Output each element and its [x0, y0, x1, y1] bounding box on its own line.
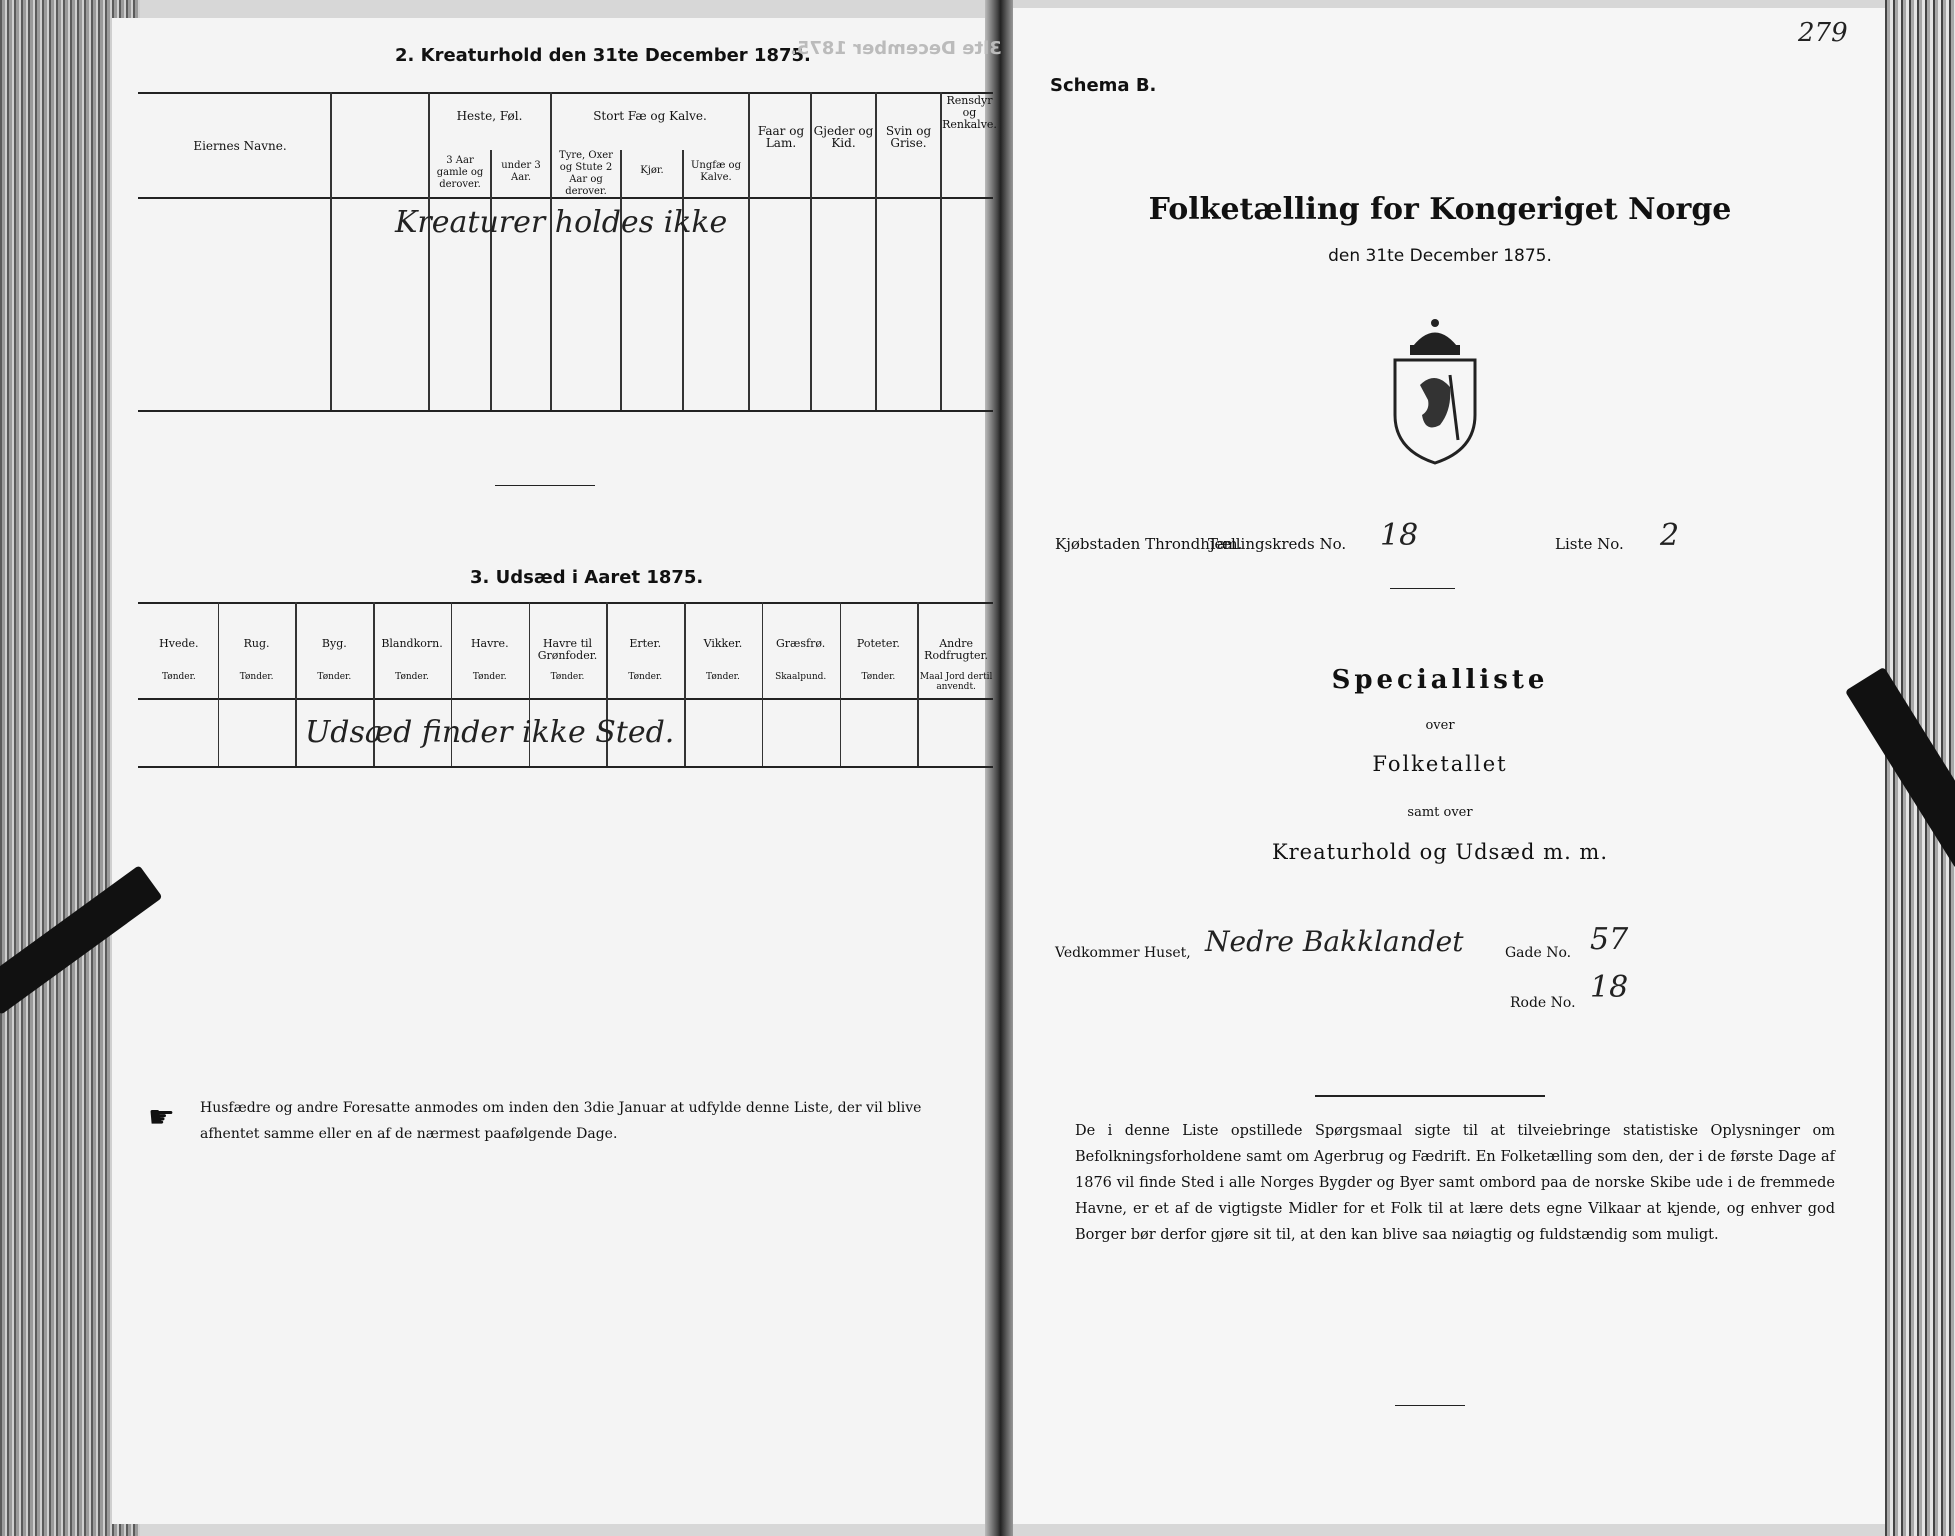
bleed-through-title: 3lte December 1875.: [790, 38, 1002, 59]
header-horses-old: 3 Aar gamle og derover.: [436, 155, 484, 190]
header-cattle-young: Ungfæ og Kalve.: [691, 160, 741, 183]
header-reindeer: Rensdyr og Renkalve.: [942, 94, 997, 131]
liste-value: 2: [1660, 518, 1680, 553]
specialliste-heading: Specialliste: [1331, 665, 1549, 695]
udsaed-header: Erter.: [629, 637, 662, 650]
udsaed-unit: Tønder.: [472, 672, 507, 682]
udsaed-unit: Tønder.: [317, 672, 352, 682]
header-horses: Heste, Føl.: [456, 109, 523, 123]
rule: [138, 602, 993, 604]
col-divider: [218, 602, 220, 766]
pointing-hand-icon: ☛: [148, 1100, 175, 1135]
header-pigs: Svin og Grise.: [885, 124, 932, 150]
header-cattle-bulls: Tyre, Oxer og Stute 2 Aar og derover.: [559, 150, 613, 197]
col-divider: [620, 150, 622, 410]
udsaed-unit: Tønder.: [239, 672, 274, 682]
udsaed-unit: Tønder.: [861, 672, 896, 682]
instruction-note: Husfædre og andre Foresatte anmodes om inden den 3die Januar at udfylde denne Liste, der vil blive afhentet samme eller en af de nærmest paafølgende Dage.: [200, 1100, 922, 1142]
udsaed-header: Rug.: [243, 637, 270, 650]
col-divider: [330, 92, 332, 410]
document-title: Folketælling for Kongeriget Norge: [1148, 192, 1732, 227]
udsaed-unit: Maal Jord dertil anvendt.: [919, 672, 993, 692]
udsaed-header: Havre.: [470, 637, 509, 650]
col-divider: [940, 92, 942, 410]
rule: [138, 766, 993, 768]
separator: [495, 485, 595, 486]
separator: [1390, 588, 1455, 589]
left-page: [112, 18, 1000, 1524]
col-divider: [762, 602, 764, 766]
schema-label: Schema B.: [1050, 75, 1157, 96]
col-divider: [428, 92, 430, 410]
col-divider: [490, 150, 492, 410]
book-spine: [985, 0, 1013, 1536]
header-cattle: Stort Fæ og Kalve.: [593, 109, 707, 123]
header-goats: Gjeder og Kid.: [813, 124, 874, 150]
udsaed-header: Andre Rodfrugter.: [924, 637, 989, 662]
udsaed-unit: Tønder.: [628, 672, 663, 682]
udsaed-unit: Tønder.: [395, 672, 429, 682]
liste-label: Liste No.: [1555, 535, 1624, 553]
header-owner: Eiernes Navne.: [193, 139, 287, 153]
coat-of-arms-icon: [1380, 315, 1490, 465]
header-horses-young: under 3 Aar.: [501, 160, 541, 183]
rode-label: Rode No.: [1510, 995, 1576, 1011]
udsaed-header: Blandkorn.: [381, 637, 443, 650]
section2-title: 2. Kreaturhold den 31te December 1875.: [395, 45, 811, 66]
udsaed-unit: Tønder.: [706, 672, 740, 682]
section3-title: 3. Udsæd i Aaret 1875.: [470, 567, 704, 588]
separator: [1315, 1095, 1545, 1097]
kreds-label: Tællingskreds No.: [1208, 535, 1347, 553]
document-date: den 31te December 1875.: [1328, 246, 1552, 266]
udsaed-header: Poteter.: [856, 637, 900, 650]
rode-value: 18: [1590, 970, 1629, 1005]
rule: [138, 698, 993, 700]
over-label: over: [1425, 718, 1455, 733]
col-divider: [295, 602, 297, 766]
udsaed-unit: Tønder.: [550, 672, 585, 682]
section2-handwritten-entry: Kreaturer holdes ikke: [395, 205, 728, 240]
col-divider: [748, 92, 750, 410]
udsaed-header: Græsfrø.: [776, 637, 826, 650]
house-label: Vedkommer Huset,: [1055, 945, 1191, 961]
udsaed-unit: Skaalpund.: [775, 672, 827, 682]
udsaed-header: Vikker.: [703, 637, 743, 650]
rule: [138, 410, 993, 412]
city-label: Kjøbstaden Throndhjem.: [1055, 535, 1243, 553]
udsaed-header: Hvede.: [159, 637, 199, 650]
header-cattle-cows: Kjør.: [640, 165, 664, 176]
explanation-paragraph: De i denne Liste opstillede Spørgsmaal sigte til at tilveiebringe statistiske Oplysninger om Befolkningsforholdene samt om Agerbrug og Fædrift. En Folketælling som den, der i de første Dage af 1876 vil finde Sted i alle Norges Bygder og Byer samt ombord paa de norske Skibe ude i de fremmede Havne, er et af de vigtigste Midler for et Folk til at lære dets egne Vilkaar at kjende, og enhver god Borger bør derfor gjøre sit til, at den kan blive saa nøiagtig og fuldstændig som muligt.: [1075, 1123, 1835, 1243]
rule: [138, 92, 993, 94]
page-number-handwritten: 279: [1798, 18, 1848, 48]
col-divider: [550, 92, 552, 410]
kreds-value: 18: [1380, 518, 1419, 553]
gade-value: 57: [1590, 922, 1629, 957]
col-divider: [682, 150, 684, 410]
col-divider: [840, 602, 842, 766]
header-sheep: Faar og Lam.: [757, 124, 805, 150]
col-divider: [684, 602, 686, 766]
samt-over-label: samt over: [1407, 805, 1473, 820]
house-value: Nedre Bakklandet: [1205, 925, 1464, 958]
kreaturhold-label: Kreaturhold og Udsæd m. m.: [1271, 840, 1609, 864]
separator: [1395, 1405, 1465, 1406]
udsaed-header: Havre til Grønfoder.: [537, 637, 598, 662]
udsaed-header: Byg.: [321, 637, 347, 650]
udsaed-unit: Tønder.: [161, 672, 196, 682]
gade-label: Gade No.: [1505, 945, 1572, 961]
section3-handwritten-entry: Udsæd finder ikke Sted.: [305, 715, 675, 750]
folketallet-label: Folketallet: [1372, 752, 1508, 776]
